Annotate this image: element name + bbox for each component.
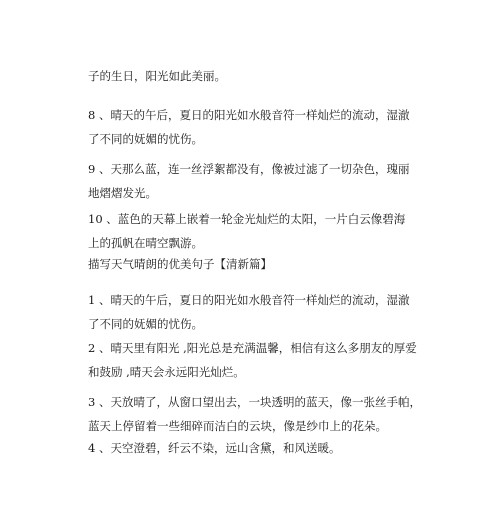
- paragraph-item-10: [88, 207, 418, 255]
- text-line: 和鼓励 ,晴天会永远阳光灿烂。: [88, 365, 245, 379]
- text-line: 2 、晴天里有阳光 ,阳光总是充满温馨，相信有这么多朋友的厚爱: [88, 341, 417, 355]
- text-line: 蓝天上停留着一些细碎而洁白的云块，像是纱巾上的花朵。: [88, 419, 387, 433]
- paragraph-item-2: [88, 336, 418, 384]
- text-line: 子的生日，阳光如此美丽。: [88, 69, 226, 83]
- text-line: 1 、晴天的午后，夏日的阳光如水般音符一样灿烂的流动，湿澈: [88, 293, 410, 307]
- text-line: 上的孤帆在晴空飘游。: [88, 236, 203, 250]
- paragraph-item-4: [88, 436, 418, 460]
- text-line: 9 、天那么蓝，连一丝浮絮都没有，像被过滤了一切杂色，瑰丽: [88, 162, 410, 176]
- heading-text: 描写天气晴朗的优美句子【清新篇】: [88, 257, 272, 271]
- section-heading: [88, 252, 418, 276]
- text-line: 地熠熠发光。: [88, 186, 157, 200]
- text-line: 8 、晴天的午后，夏日的阳光如水般音符一样灿烂的流动，湿澈: [88, 108, 410, 122]
- paragraph-continuation: [88, 64, 418, 88]
- text-line: 3 、天放晴了，从窗口望出去，一块透明的蓝天，像一张丝手帕，: [88, 395, 421, 409]
- paragraph-item-1: [88, 288, 418, 336]
- text-line: 10 、蓝色的天幕上嵌着一轮金光灿烂的太阳，一片白云像碧海: [88, 212, 406, 226]
- text-line: 了不同的妩媚的忧伤。: [88, 132, 203, 146]
- text-line: 了不同的妩媚的忧伤。: [88, 317, 203, 331]
- paragraph-item-9: [88, 157, 418, 205]
- paragraph-item-8: [88, 103, 418, 151]
- text-line: 4 、天空澄碧，纤云不染，远山含黛，和风送暖。: [88, 441, 341, 455]
- paragraph-item-3: [88, 390, 421, 438]
